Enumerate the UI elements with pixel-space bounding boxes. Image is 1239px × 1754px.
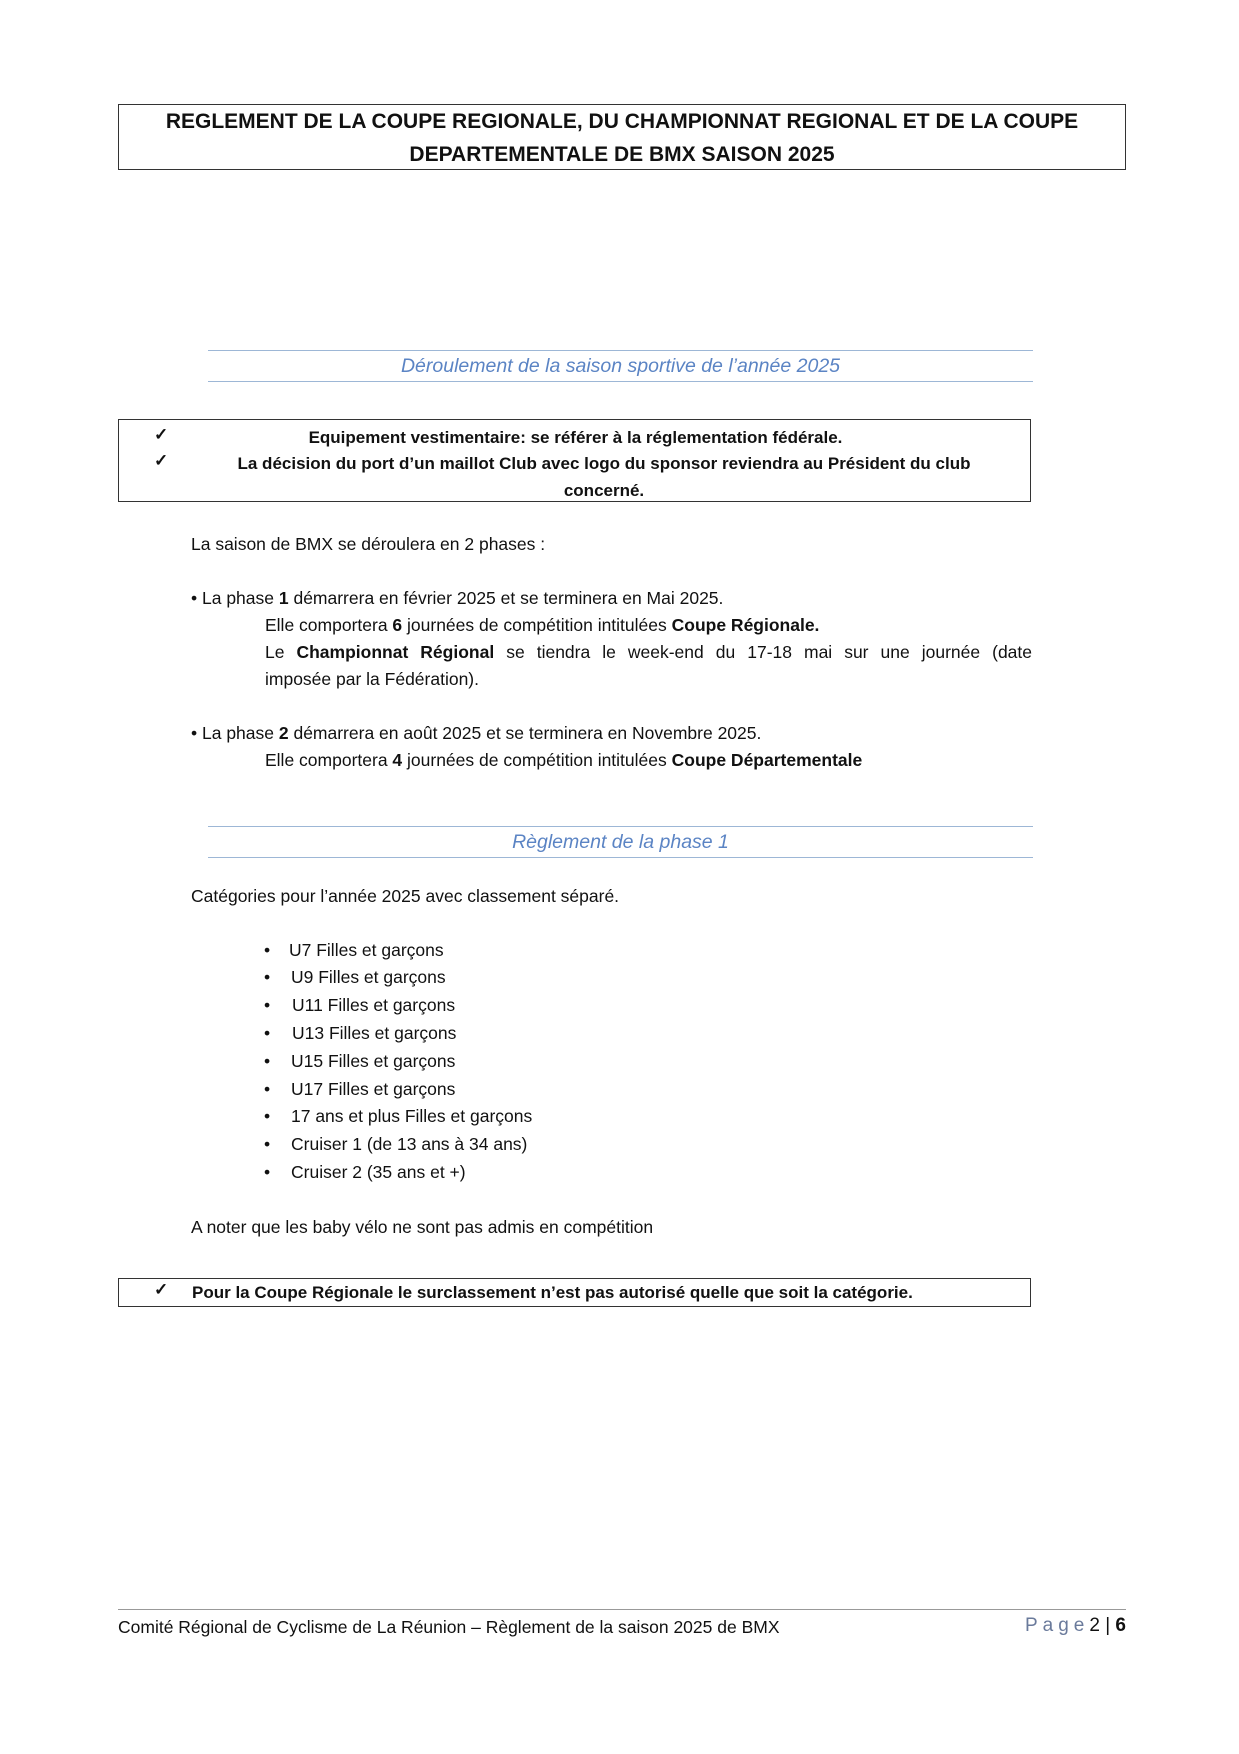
bullet: • [264, 967, 271, 987]
phase2-line1: • La phase 2 démarrera en août 2025 et se terminera en Novembre 2025. [191, 723, 762, 743]
bullet: • [264, 1162, 271, 1182]
category-item: U7 Filles et garçons [289, 940, 444, 960]
check-icon: ✓ [154, 451, 169, 470]
category-item: U13 Filles et garçons [292, 1023, 457, 1043]
title-line-1: REGLEMENT DE LA COUPE REGIONALE, DU CHAMPIONNAT REGIONAL ET DE LA COUPE [165, 110, 1079, 133]
title-line-2: DEPARTEMENTALE DE BMX SAISON 2025 [409, 143, 835, 166]
category-item: U11 Filles et garçons [292, 995, 456, 1015]
page-number: Page2 | 6 [1024, 1615, 1126, 1636]
bullet: • [264, 1051, 271, 1071]
phase1-line4: imposée par la Fédération). [265, 669, 479, 689]
category-item: Cruiser 1 (de 13 ans à 34 ans) [291, 1134, 528, 1154]
surclassement-rule: Pour la Coupe Régionale le surclassement n’est pas autorisé quelle que soit la catégorie. [192, 1283, 913, 1302]
check-icon: ✓ [154, 425, 169, 444]
phase1-line1: • La phase 1 démarrera en février 2025 et se terminera en Mai 2025. [191, 588, 724, 608]
categories-intro: Catégories pour l’année 2025 avec classement séparé. [191, 886, 620, 906]
bullet: • [264, 1079, 271, 1099]
footer-divider [118, 1609, 1126, 1610]
category-item: U15 Filles et garçons [291, 1051, 456, 1071]
phase1-line2: Elle comportera 6 journées de compétition intitulées Coupe Régionale. [265, 615, 820, 635]
category-item: 17 ans et plus Filles et garçons [291, 1106, 533, 1126]
season-intro: La saison de BMX se déroulera en 2 phases : [191, 534, 546, 554]
footer-text: Comité Régional de Cyclisme de La Réunion – Règlement de la saison 2025 de BMX [118, 1617, 780, 1637]
requirement-item-1: Equipement vestimentaire: se référer à la réglementation fédérale. [308, 428, 843, 447]
bullet: • [264, 1134, 271, 1154]
category-item: U17 Filles et garçons [291, 1079, 456, 1099]
bullet: • [264, 1106, 271, 1126]
requirements-box [118, 419, 1031, 502]
requirement-item-2: La décision du port d’un maillot Club avec logo du sponsor reviendra au Président du club concerné. [237, 454, 971, 500]
section-heading-phase1: Règlement de la phase 1 [208, 826, 1033, 858]
category-item: U9 Filles et garçons [291, 967, 446, 987]
section-heading-season: Déroulement de la saison sportive de l’année 2025 [208, 350, 1033, 382]
document-title [118, 104, 1126, 170]
category-item: Cruiser 2 (35 ans et +) [291, 1162, 466, 1182]
phase2-line2: Elle comportera 4 journées de compétition intitulées Coupe Départementale [265, 750, 863, 770]
bullet: • [264, 940, 271, 960]
surclassement-rule-box [118, 1278, 1031, 1307]
bullet: • [264, 995, 271, 1015]
baby-velo-note: A noter que les baby vélo ne sont pas admis en compétition [191, 1217, 654, 1237]
phase1-line3: Le Championnat Régional se tiendra le week-end du 17-18 mai sur une journée (date [265, 642, 1033, 662]
check-icon: ✓ [154, 1280, 169, 1299]
bullet: • [264, 1023, 271, 1043]
